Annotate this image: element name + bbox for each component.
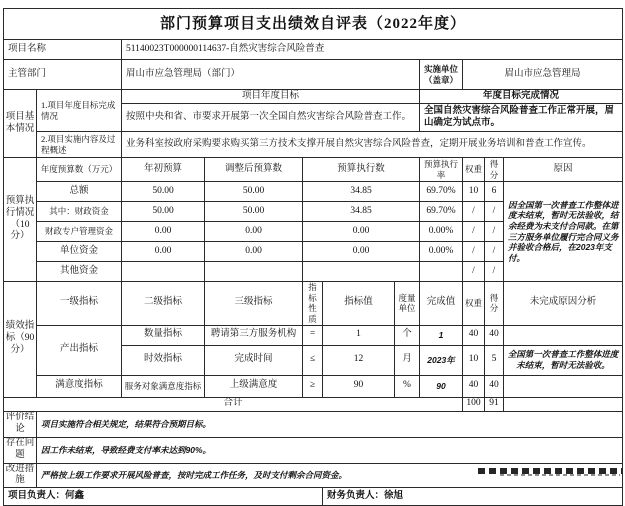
implementation-row bbox=[4, 132, 623, 158]
perf-l3: 完成时间 bbox=[205, 345, 303, 375]
perf-l1: 产出指标 bbox=[37, 325, 122, 375]
budget-col-name: 年度预算数（万元） bbox=[37, 158, 122, 182]
budget-reason: 因全国第一次普查工作整体进度未结束，暂时无法验收，结余经费为未支付合同款。在第三方服务单位履行完合同义务并验收合格后，在2023年支付。 bbox=[504, 182, 623, 282]
perf-score: 40 bbox=[485, 375, 504, 397]
project-name-label: 项目名称 bbox=[4, 40, 122, 60]
performance-section-label: 绩效指标（90分） bbox=[4, 282, 37, 398]
perf-l1: 满意度指标 bbox=[37, 375, 122, 397]
budget-adjusted bbox=[205, 262, 303, 282]
perf-col-analysis: 未完成原因分析 bbox=[504, 282, 623, 326]
problems-label: 存在问题 bbox=[4, 437, 37, 463]
budget-weight: 10 bbox=[463, 182, 485, 202]
goal-text: 按照中央和省、市要求开展第一次全国自然灾害综合风险普查工作。 bbox=[122, 104, 420, 132]
goal-row-label: 1.项目年度目标完成情况 bbox=[37, 90, 122, 132]
total-analysis-empty bbox=[504, 397, 623, 411]
budget-adjusted: 0.00 bbox=[205, 222, 303, 242]
perf-target: 90 bbox=[323, 375, 395, 397]
total-row bbox=[4, 397, 623, 411]
perf-col-score: 得分 bbox=[485, 282, 504, 326]
implementation-label: 2.项目实施内容及过程概述 bbox=[37, 132, 122, 158]
project-name-value: 51140023T000000114637-自然灾害综合风险普查 bbox=[122, 40, 623, 60]
evaluation-table bbox=[3, 8, 623, 506]
budget-row-name: 财政专户管理资金 bbox=[37, 222, 122, 242]
budget-rate: 69.70% bbox=[420, 202, 463, 222]
perf-weight: 40 bbox=[463, 375, 485, 397]
budget-adjusted: 50.00 bbox=[205, 202, 303, 222]
budget-row-name: 总额 bbox=[37, 182, 122, 202]
budget-row-total bbox=[4, 182, 623, 202]
perf-l3: 聘请第三方服务机构 bbox=[205, 325, 303, 345]
budget-col-score: 得分 bbox=[485, 158, 504, 182]
scan-artifact-secondary bbox=[500, 474, 620, 476]
perf-l2: 时效指标 bbox=[122, 345, 205, 375]
perf-nature: = bbox=[303, 325, 323, 345]
perf-analysis: 全国第一次普查工作整体进度未结束，暂时无法验收。 bbox=[504, 345, 623, 375]
perf-l2: 数量指标 bbox=[122, 325, 205, 345]
page-title: 部门预算项目支出绩效自评表（2022年度） bbox=[4, 9, 623, 40]
budget-col-initial: 年初预算 bbox=[122, 158, 205, 182]
budget-adjusted: 50.00 bbox=[205, 182, 303, 202]
perf-unit: 个 bbox=[395, 325, 420, 345]
budget-col-adjusted: 调整后预算数 bbox=[205, 158, 303, 182]
budget-row-name: 其中：财政资金 bbox=[37, 202, 122, 222]
conclusion-row bbox=[4, 411, 623, 437]
budget-executed: 34.85 bbox=[303, 182, 420, 202]
measures-text: 严格按上级工作要求开展风险普查，按时完成工作任务，及时支付剩余合同资金。 bbox=[37, 463, 623, 488]
budget-weight: / bbox=[463, 242, 485, 262]
title-row bbox=[4, 9, 623, 40]
perf-actual: 1 bbox=[420, 325, 463, 345]
perf-unit: 月 bbox=[395, 345, 420, 375]
budget-executed: 0.00 bbox=[303, 222, 420, 242]
department-label: 主管部门 bbox=[4, 60, 122, 90]
budget-col-weight: 权重 bbox=[463, 158, 485, 182]
perf-nature: ≤ bbox=[303, 345, 323, 375]
project-manager: 项目负责人：何鑫 bbox=[4, 488, 323, 506]
conclusion-label: 评价结论 bbox=[4, 411, 37, 437]
evaluation-form bbox=[3, 8, 622, 506]
perf-col-l2: 二级指标 bbox=[122, 282, 205, 326]
total-label: 合计 bbox=[4, 397, 463, 411]
measures-label: 改进措施 bbox=[4, 463, 37, 488]
perf-l2: 服务对象满意度指标 bbox=[122, 375, 205, 397]
impl-unit-label: 实施单位（盖章） bbox=[420, 60, 463, 90]
budget-row-name: 单位资金 bbox=[37, 242, 122, 262]
budget-rate bbox=[420, 262, 463, 282]
budget-score: / bbox=[485, 242, 504, 262]
perf-score: 40 bbox=[485, 325, 504, 345]
perf-weight: 40 bbox=[463, 325, 485, 345]
perf-col-nature: 指标性质 bbox=[303, 282, 323, 326]
budget-section-label: 预算执行情况（10分） bbox=[4, 158, 37, 282]
budget-executed bbox=[303, 262, 420, 282]
basic-section-label: 项目基本情况 bbox=[4, 90, 37, 158]
budget-weight: / bbox=[463, 262, 485, 282]
perf-analysis bbox=[504, 325, 623, 345]
department-row bbox=[4, 60, 623, 90]
budget-rate: 0.00% bbox=[420, 242, 463, 262]
perf-target: 12 bbox=[323, 345, 395, 375]
problems-text: 因工作未结束，导致经费支付率未达到90%。 bbox=[37, 437, 623, 463]
budget-initial: 0.00 bbox=[122, 222, 205, 242]
budget-score: / bbox=[485, 262, 504, 282]
goal-header-row bbox=[4, 90, 623, 104]
budget-executed: 0.00 bbox=[303, 242, 420, 262]
impl-unit-value: 眉山市应急管理局 bbox=[463, 60, 623, 90]
perf-l3: 上级满意度 bbox=[205, 375, 303, 397]
perf-col-actual: 完成值 bbox=[420, 282, 463, 326]
perf-unit: % bbox=[395, 375, 420, 397]
budget-col-rate: 预算执行率 bbox=[420, 158, 463, 182]
implementation-text: 业务科室按政府采购要求购买第三方技术支撑开展自然灾害综合风险普查，定期开展业务培训和普查工作宣传。 bbox=[122, 132, 623, 158]
conclusion-text: 项目实施符合相关规定，结果符合预期目标。 bbox=[37, 411, 623, 437]
perf-score: 5 bbox=[485, 345, 504, 375]
perf-analysis bbox=[504, 375, 623, 397]
perf-target: 1 bbox=[323, 325, 395, 345]
performance-header-row bbox=[4, 282, 623, 326]
budget-rate: 69.70% bbox=[420, 182, 463, 202]
budget-score: / bbox=[485, 222, 504, 242]
signature-row bbox=[4, 488, 623, 506]
budget-adjusted: 0.00 bbox=[205, 242, 303, 262]
perf-actual: 90 bbox=[420, 375, 463, 397]
budget-initial: 0.00 bbox=[122, 242, 205, 262]
budget-executed: 34.85 bbox=[303, 202, 420, 222]
department-value: 眉山市应急管理局（部门） bbox=[122, 60, 420, 90]
perf-row-quantity bbox=[4, 325, 623, 345]
budget-col-reason: 原因 bbox=[504, 158, 623, 182]
perf-col-l1: 一级指标 bbox=[37, 282, 122, 326]
perf-col-target: 指标值 bbox=[323, 282, 395, 326]
total-weight: 100 bbox=[463, 397, 485, 411]
budget-score: / bbox=[485, 202, 504, 222]
budget-weight: / bbox=[463, 222, 485, 242]
budget-initial: 50.00 bbox=[122, 202, 205, 222]
perf-weight: 10 bbox=[463, 345, 485, 375]
budget-col-executed: 预算执行数 bbox=[303, 158, 420, 182]
perf-actual: 2023年 bbox=[420, 345, 463, 375]
goal-header: 项目年度目标 bbox=[122, 90, 420, 104]
budget-initial: 50.00 bbox=[122, 182, 205, 202]
budget-header-row bbox=[4, 158, 623, 182]
problems-row bbox=[4, 437, 623, 463]
budget-row-name: 其他资金 bbox=[37, 262, 122, 282]
perf-nature: ≥ bbox=[303, 375, 323, 397]
finance-manager: 财务负责人：徐旭 bbox=[323, 488, 623, 506]
project-name-row bbox=[4, 40, 623, 60]
budget-initial bbox=[122, 262, 205, 282]
goal-result-header: 年度目标完成情况 bbox=[420, 90, 623, 104]
total-score: 91 bbox=[485, 397, 504, 411]
budget-weight: / bbox=[463, 202, 485, 222]
perf-col-weight: 权重 bbox=[463, 282, 485, 326]
goal-result-text: 全国自然灾害综合风险普查工作正常开展，眉山确定为试点市。 bbox=[420, 104, 623, 132]
budget-rate: 0.00% bbox=[420, 222, 463, 242]
perf-col-unit: 度量单位 bbox=[395, 282, 420, 326]
budget-score: 6 bbox=[485, 182, 504, 202]
perf-col-l3: 三级指标 bbox=[205, 282, 303, 326]
perf-row-satisfaction bbox=[4, 375, 623, 397]
